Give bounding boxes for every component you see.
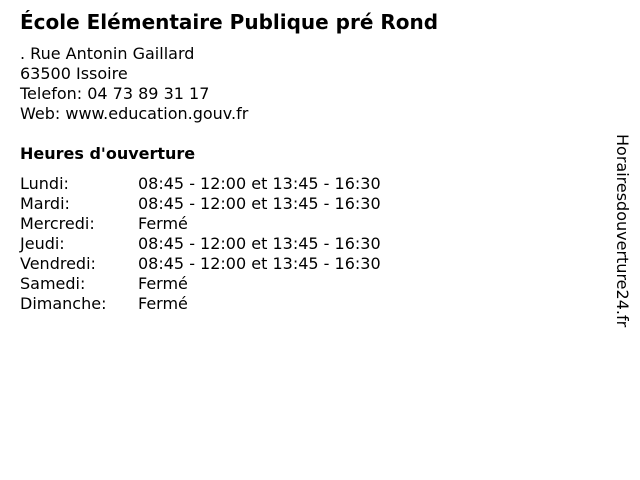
day-label: Lundi: — [20, 174, 69, 193]
hours-row-friday — [20, 254, 381, 274]
hours-table — [20, 174, 381, 314]
page-title: École Elémentaire Publique pré Rond — [20, 10, 439, 34]
hours-heading: Heures d'ouverture — [20, 144, 196, 163]
hours-row-monday — [20, 174, 381, 194]
day-label: Dimanche: — [20, 294, 107, 313]
day-label: Samedi: — [20, 274, 86, 293]
day-hours: Fermé — [138, 294, 188, 313]
day-hours: 08:45 - 12:00 et 13:45 - 16:30 — [138, 254, 381, 273]
day-label: Vendredi: — [20, 254, 96, 273]
hours-row-sunday — [20, 294, 381, 314]
day-label: Mercredi: — [20, 214, 95, 233]
phone-number: Telefon: 04 73 89 31 17 — [20, 84, 210, 103]
hours-row-saturday — [20, 274, 381, 294]
day-label: Mardi: — [20, 194, 70, 213]
hours-row-wednesday — [20, 214, 381, 234]
day-hours: Fermé — [138, 214, 188, 233]
day-hours: 08:45 - 12:00 et 13:45 - 16:30 — [138, 174, 381, 193]
day-hours: 08:45 - 12:00 et 13:45 - 16:30 — [138, 234, 381, 253]
hours-row-thursday — [20, 234, 381, 254]
website: Web: www.education.gouv.fr — [20, 104, 249, 123]
city-postal: 63500 Issoire — [20, 64, 128, 83]
brand-watermark: Horairesdouverture24.fr — [613, 134, 632, 328]
address-block — [20, 44, 248, 124]
hours-row-tuesday — [20, 194, 381, 214]
day-hours: Fermé — [138, 274, 188, 293]
street-address: . Rue Antonin Gaillard — [20, 44, 195, 63]
day-label: Jeudi: — [20, 234, 65, 253]
day-hours: 08:45 - 12:00 et 13:45 - 16:30 — [138, 194, 381, 213]
